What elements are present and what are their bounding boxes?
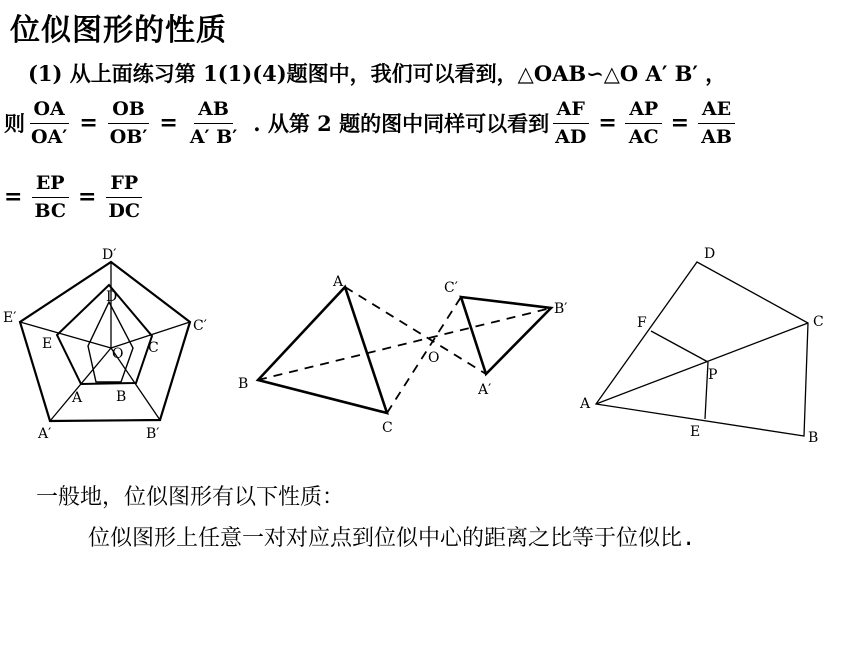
label-e1: E′ — [3, 310, 17, 326]
middle-text: . 从第 2 题的图中同样可以看到 — [253, 110, 550, 136]
label-b: B — [238, 376, 249, 392]
fraction-den: A′ B′ — [189, 126, 238, 148]
ratio-line-2 — [4, 172, 146, 221]
fraction-den: BC — [34, 200, 66, 222]
fraction-den: DC — [108, 200, 141, 222]
fraction-ob — [106, 98, 152, 147]
fraction-den: OA′ — [31, 126, 68, 148]
label-b1: B′ — [146, 426, 160, 442]
figure-triangles — [258, 287, 551, 413]
fraction-fp — [104, 172, 144, 221]
fraction-num: AB — [194, 98, 233, 124]
figure1-labels — [3, 247, 207, 442]
label-c: C — [382, 420, 393, 436]
label-b: B — [116, 389, 127, 405]
page-title: 位似图形的性质 — [10, 13, 227, 48]
label-a1: A′ — [478, 382, 492, 398]
label-e: E — [42, 336, 53, 352]
label-d1: D′ — [102, 247, 117, 263]
fraction-den: AD — [555, 126, 587, 148]
label-a: A — [72, 390, 83, 406]
equals-sign: = — [77, 183, 97, 210]
label-c1: C′ — [444, 280, 458, 296]
equals-sign: = — [79, 109, 98, 136]
equals-sign: = — [670, 109, 690, 136]
fraction-num: AP — [625, 98, 662, 124]
label-c1: C′ — [193, 318, 207, 334]
ratio-line-1 — [4, 98, 738, 147]
fraction-den: OB′ — [109, 126, 148, 148]
label-c: C — [813, 314, 824, 330]
ze-text: 则 — [4, 110, 25, 136]
fraction-num: AE — [698, 98, 735, 124]
label-o: O — [428, 350, 440, 366]
label-c: C — [148, 340, 159, 356]
label-p: P — [708, 367, 718, 383]
label-b: B — [808, 430, 819, 446]
label-a: A — [333, 274, 344, 290]
fraction-oa — [27, 98, 71, 147]
label-d: D — [704, 246, 716, 262]
equals-sign: = — [159, 109, 178, 136]
inner-pentagon — [57, 285, 152, 384]
label-a1: A′ — [38, 426, 52, 442]
figure-quadrilateral — [596, 262, 808, 436]
fraction-num: EP — [32, 172, 69, 198]
equals-sign: = — [4, 183, 23, 210]
fraction-ep — [30, 172, 70, 221]
label-b1: B′ — [554, 301, 568, 317]
fraction-ae — [697, 98, 736, 147]
label-o: O — [112, 346, 124, 362]
segment-ac — [596, 323, 808, 404]
fraction-den: AB — [701, 126, 732, 148]
figure2-labels — [238, 274, 567, 436]
label-e: E — [690, 424, 701, 440]
fraction-num: FP — [106, 172, 142, 198]
property-intro: 一般地，位似图形有以下性质： — [36, 485, 345, 510]
quad-abcd — [596, 262, 808, 436]
intro-line: (1) 从上面练习第 1(1)(4)题图中，我们可以看到，△OAB∽△O A′ B′ ， — [28, 61, 727, 86]
triangle-abc — [258, 287, 387, 413]
fraction-num: OA — [30, 98, 69, 124]
label-d: D — [106, 289, 118, 305]
fraction-num: AF — [553, 98, 589, 124]
fraction-num: OB — [108, 98, 149, 124]
equals-sign: = — [598, 109, 617, 136]
dashed-rays — [258, 287, 551, 413]
fraction-af — [551, 98, 590, 147]
label-a: A — [580, 396, 591, 412]
triangle-a1b1c1 — [461, 297, 551, 374]
fraction-den: AC — [628, 126, 659, 148]
fraction-ab — [186, 98, 241, 147]
fraction-ap — [625, 98, 663, 147]
figure3-labels — [579, 246, 824, 446]
property-statement: 位似图形上任意一对对应点到位似中心的距离之比等于位似比. — [88, 526, 696, 551]
segment-fp — [651, 331, 708, 362]
label-f: F — [637, 315, 647, 331]
figures — [0, 230, 860, 450]
